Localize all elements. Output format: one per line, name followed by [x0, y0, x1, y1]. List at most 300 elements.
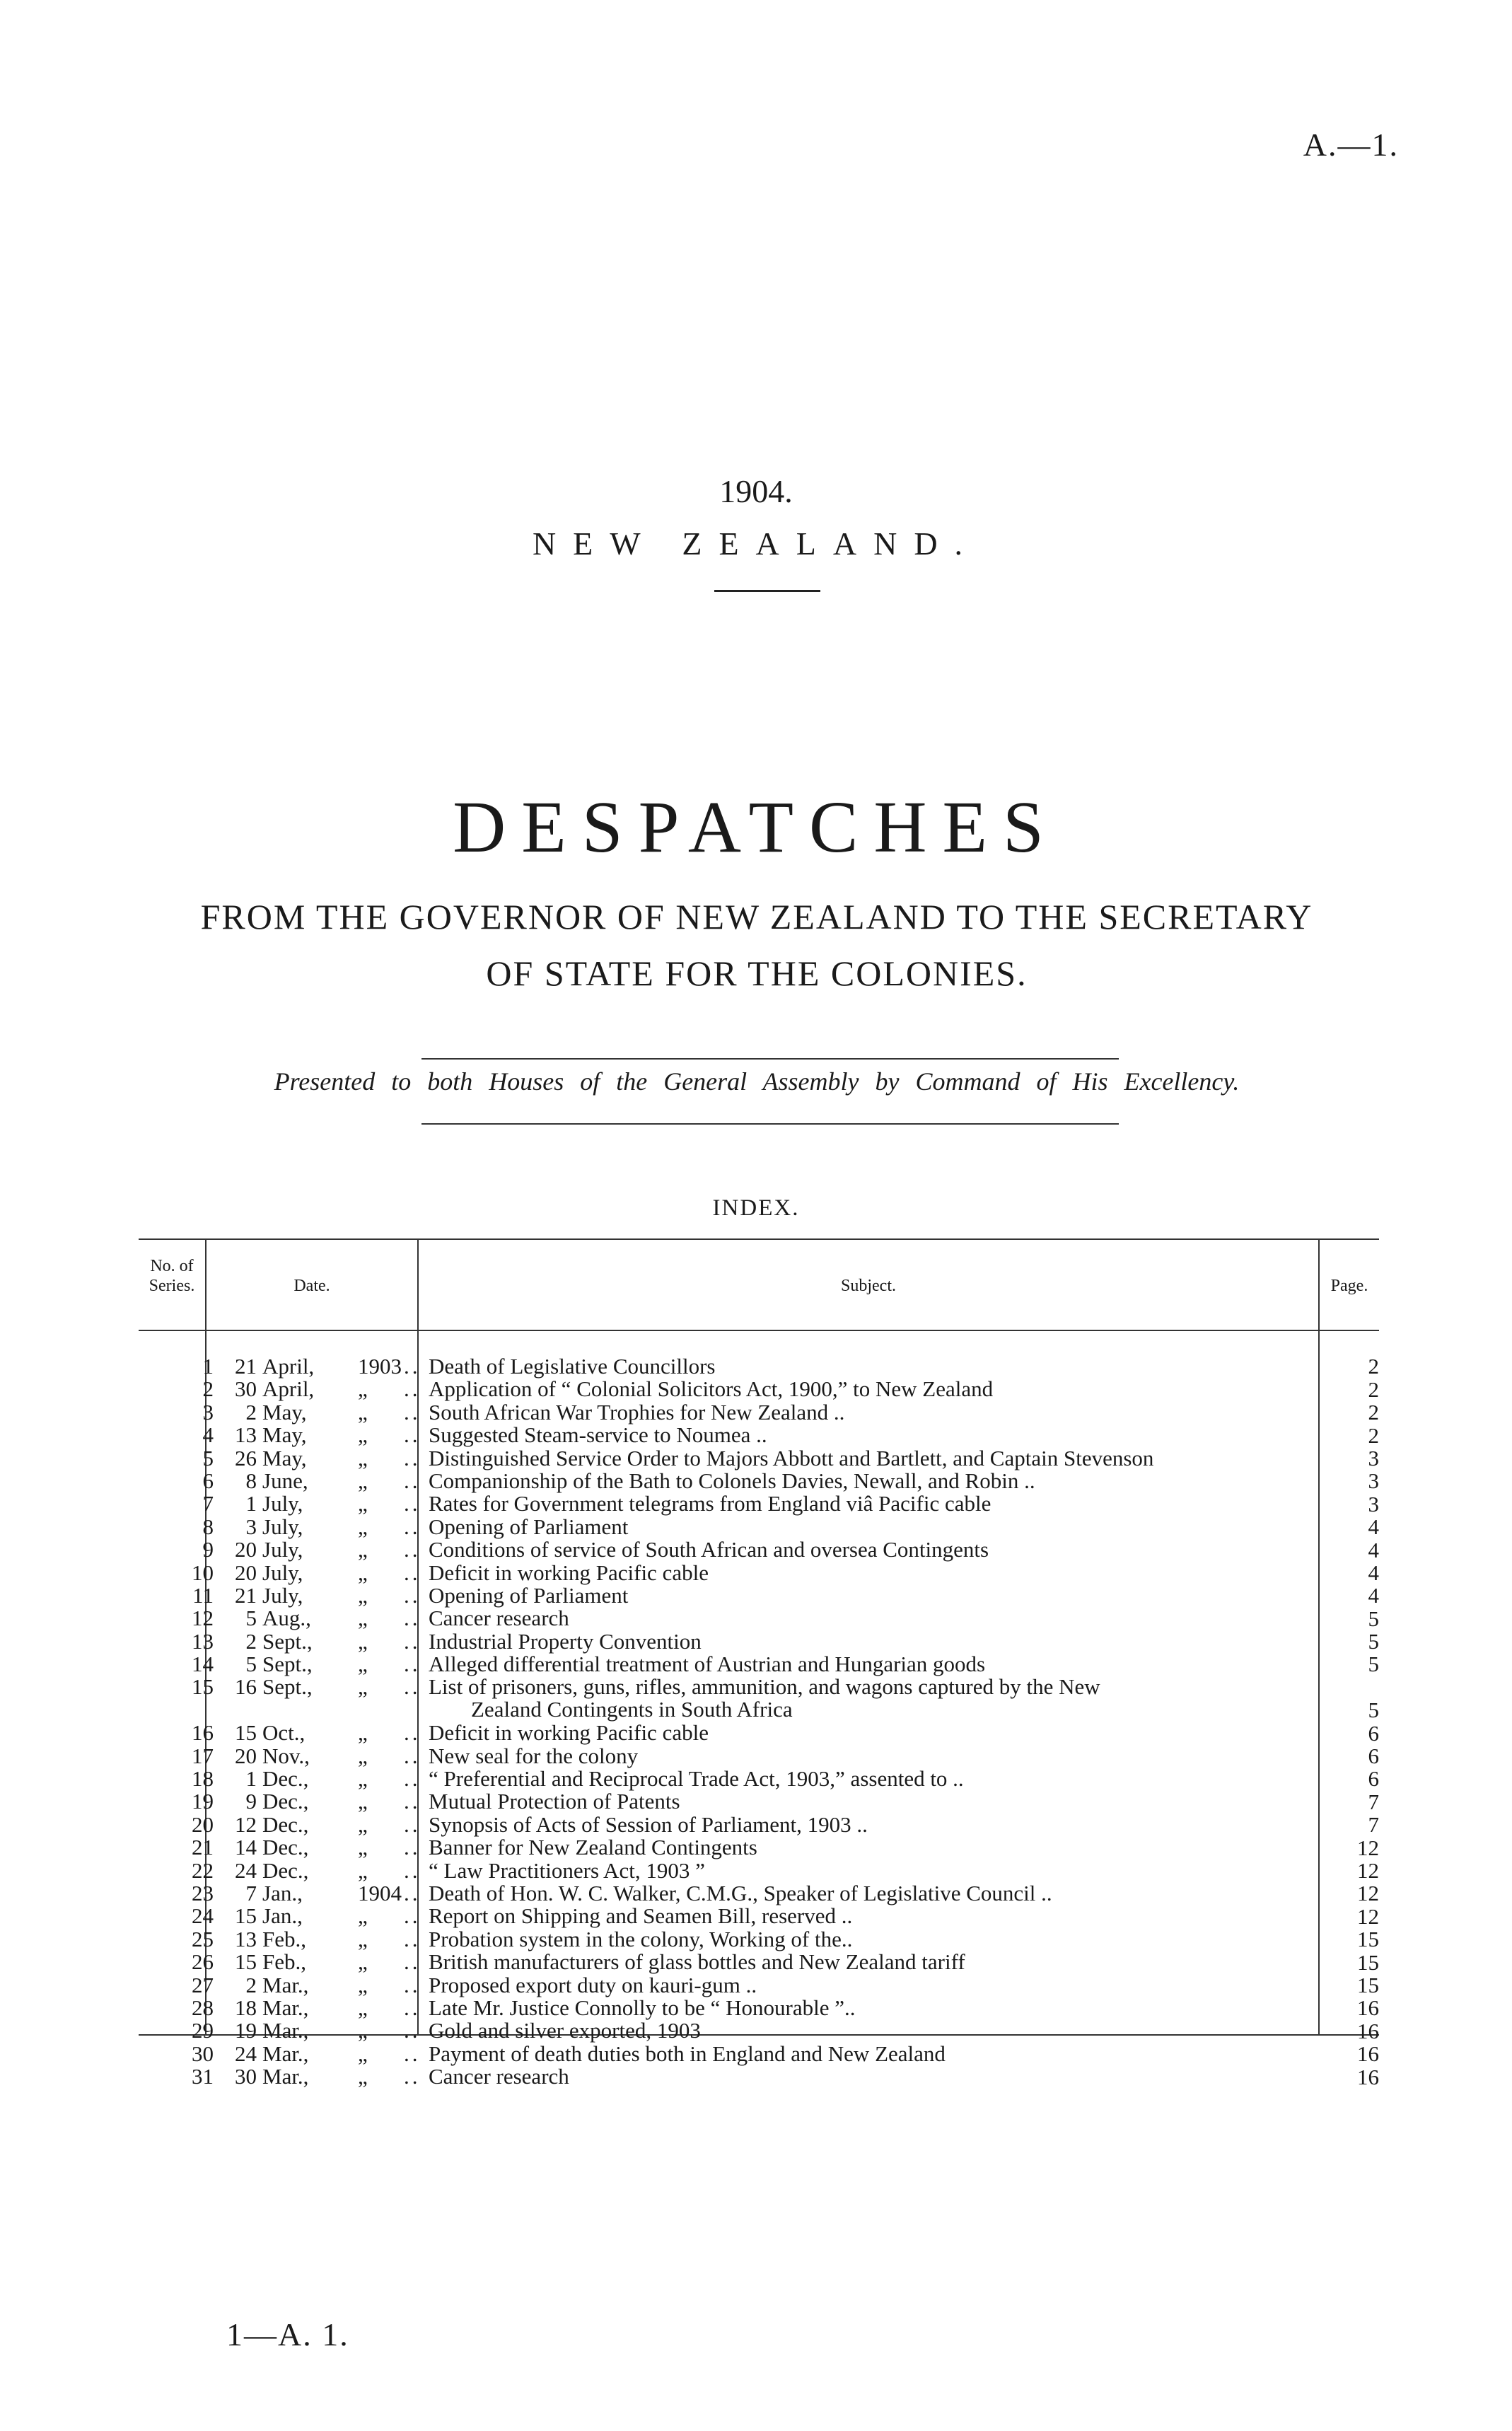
leader-dots: ..	[404, 2041, 421, 2066]
date-year: „	[358, 1995, 368, 2020]
despatch-subject	[429, 1928, 1436, 1951]
despatch-subject	[429, 1424, 1436, 1446]
leader-dots: ..	[404, 1926, 421, 1951]
series-number: 21	[192, 1835, 214, 1860]
page-number: 12	[1357, 1881, 1379, 1906]
leader-dots: ..	[404, 2018, 421, 2043]
presented-rule-top	[421, 1058, 1119, 1060]
title-divider	[714, 590, 820, 592]
date-month: July,	[262, 1537, 303, 1562]
subject-text: Death of Hon. W. C. Walker, C.M.G., Speaker of Legislative Council ..	[429, 1881, 1052, 1905]
date-year: „	[358, 1903, 368, 1929]
table-row	[139, 2065, 1379, 2088]
date-month: April,	[262, 1354, 315, 1379]
series-number: 24	[192, 1903, 214, 1929]
date-day: 13	[235, 1422, 257, 1448]
table-row	[139, 1974, 1379, 1997]
page-number: 5	[1368, 1698, 1379, 1723]
page-number: 7	[1368, 1812, 1379, 1838]
date-day: 15	[235, 1949, 257, 1975]
table-row	[139, 1790, 1379, 1813]
date-year: „	[358, 1811, 368, 1837]
page-number: 5	[1368, 1629, 1379, 1654]
leader-dots: ..	[404, 1972, 421, 1997]
date-day: 12	[235, 1811, 257, 1837]
country-heading: NEW ZEALAND.	[532, 526, 980, 562]
leader-dots: ..	[404, 1811, 421, 1837]
series-number: 2	[202, 1376, 214, 1402]
date-day: 24	[235, 2041, 257, 2066]
date-month: Mar.,	[262, 2064, 309, 2089]
page-number: 2	[1368, 1422, 1379, 1448]
table-row	[139, 1401, 1379, 1424]
subject-text: Opening of Parliament	[429, 1582, 629, 1608]
despatch-subject	[429, 1607, 1436, 1630]
date-day: 20	[235, 1743, 257, 1768]
page-number: 5	[1368, 1652, 1379, 1677]
subject-text: Alleged differential treatment of Austrian and Hungarian goods	[429, 1652, 986, 1677]
date-month: Jan.,	[262, 1881, 303, 1905]
despatch-subject	[429, 1378, 1436, 1400]
page-number: 12	[1357, 1903, 1379, 1929]
series-number: 25	[192, 1926, 214, 1951]
table-row	[139, 1836, 1379, 1859]
subject-text: New seal for the colony	[429, 1743, 639, 1768]
subject-text-continued: Zealand Contingents in South Africa	[471, 1697, 793, 1722]
date-day: 30	[235, 1376, 257, 1402]
page-number: 12	[1357, 1858, 1379, 1883]
subject-text: Banner for New Zealand Contingents	[429, 1835, 757, 1860]
date-day: 9	[245, 1789, 257, 1814]
despatch-subject	[429, 1470, 1436, 1492]
date-month: July,	[262, 1582, 303, 1608]
despatch-subject	[429, 1676, 1436, 1721]
date-year: „	[358, 1445, 368, 1470]
table-row	[139, 1516, 1379, 1538]
leader-dots: ..	[404, 1674, 421, 1700]
page-number: 2	[1368, 1400, 1379, 1425]
series-number: 4	[202, 1422, 214, 1448]
leader-dots: ..	[404, 1537, 421, 1562]
despatch-subject	[429, 2065, 1436, 2088]
subject-text: Death of Legislative Councillors	[429, 1354, 716, 1379]
date-month: May,	[262, 1399, 307, 1425]
subtitle-line-1: FROM THE GOVERNOR OF NEW ZEALAND TO THE SECRETARY	[200, 897, 1313, 936]
subject-text: Deficit in working Pacific cable	[429, 1720, 709, 1746]
date-month: May,	[262, 1445, 307, 1470]
series-number: 14	[192, 1652, 214, 1677]
date-year: „	[358, 1399, 368, 1425]
page-number: 2	[1368, 1354, 1379, 1379]
index-title: INDEX.	[712, 1195, 800, 1221]
page-number: 16	[1357, 2064, 1379, 2089]
date-day: 13	[235, 1926, 257, 1951]
despatch-subject	[429, 1974, 1436, 1997]
date-year: „	[358, 1835, 368, 1860]
table-row	[139, 1378, 1379, 1400]
date-day: 24	[235, 1857, 257, 1883]
date-year: „	[358, 1789, 368, 1814]
date-day: 21	[235, 1582, 257, 1608]
column-header-page: Page.	[1330, 1277, 1368, 1295]
despatch-subject	[429, 2019, 1436, 2042]
date-year: „	[358, 1972, 368, 1997]
date-month: Jan.,	[262, 1903, 303, 1929]
series-number: 1	[202, 1354, 214, 1379]
date-day: 15	[235, 1720, 257, 1746]
date-day: 20	[235, 1560, 257, 1585]
date-month: July,	[262, 1514, 303, 1539]
subject-text: Probation system in the colony, Working of the..	[429, 1926, 853, 1951]
date-year: „	[358, 1628, 368, 1654]
date-year: „	[358, 1560, 368, 1585]
date-month: Dec.,	[262, 1835, 309, 1860]
date-month: Mar.,	[262, 2041, 309, 2066]
column-header-date: Date.	[293, 1277, 330, 1295]
leader-dots: ..	[404, 1628, 421, 1654]
index-table-body	[139, 1355, 1379, 2089]
column-header-subject: Subject.	[841, 1277, 896, 1295]
series-number: 26	[192, 1949, 214, 1975]
date-day: 8	[245, 1468, 257, 1493]
despatch-subject	[429, 1355, 1436, 1378]
date-year: „	[358, 1606, 368, 1631]
subject-text: Late Mr. Justice Connolly to be “ Honourable ”..	[429, 1995, 856, 2020]
leader-dots: ..	[404, 1376, 421, 1402]
date-year: „	[358, 1857, 368, 1883]
table-row	[139, 1447, 1379, 1470]
table-row	[139, 1676, 1379, 1722]
table-row	[139, 1470, 1379, 1492]
leader-dots: ..	[404, 1491, 421, 1516]
page-number: 6	[1368, 1766, 1379, 1792]
series-number: 22	[192, 1857, 214, 1883]
despatch-subject	[429, 1584, 1436, 1607]
series-number: 20	[192, 1811, 214, 1837]
date-year: „	[358, 2018, 368, 2043]
page-number: 5	[1368, 1606, 1379, 1631]
despatch-subject	[429, 1492, 1436, 1515]
subject-text: Rates for Government telegrams from England viâ Pacific cable	[429, 1491, 991, 1516]
index-table-top-border	[139, 1238, 1379, 1240]
series-number: 12	[192, 1606, 214, 1631]
publication-year: 1904.	[719, 473, 793, 509]
table-row	[139, 1811, 1379, 1838]
date-month: Dec.,	[262, 1789, 309, 1814]
page-number: 4	[1368, 1560, 1379, 1585]
leader-dots: ..	[404, 2064, 421, 2089]
index-table-header-border	[139, 1330, 1379, 1331]
date-day: 2	[245, 1628, 257, 1654]
page-number: 6	[1368, 1744, 1379, 1769]
table-row	[139, 1584, 1379, 1607]
document-subtitle	[134, 888, 1379, 1002]
subject-text: Opening of Parliament	[429, 1514, 629, 1539]
leader-dots: ..	[404, 1399, 421, 1425]
table-row	[139, 1997, 1379, 2019]
date-day: 26	[235, 1445, 257, 1470]
date-year: „	[358, 1376, 368, 1402]
presented-rule-bottom	[421, 1123, 1119, 1125]
subject-text: Application of “ Colonial Solicitors Act, 1900,” to New Zealand	[429, 1376, 994, 1402]
despatch-subject	[429, 1790, 1436, 1813]
subject-text: Proposed export duty on kauri-gum ..	[429, 1972, 757, 1997]
subject-text: Suggested Steam-service to Noumea ..	[429, 1422, 767, 1448]
despatch-subject	[429, 1516, 1436, 1538]
page-number: 6	[1368, 1720, 1379, 1746]
date-year: „	[358, 1582, 368, 1608]
date-month: Mar.,	[262, 1995, 309, 2020]
date-day: 3	[245, 1514, 257, 1539]
date-year: „	[358, 2041, 368, 2066]
table-row	[139, 1928, 1379, 1951]
series-number: 3	[202, 1399, 214, 1425]
despatch-subject	[429, 1745, 1436, 1768]
date-month: Oct.,	[262, 1720, 306, 1746]
date-year: „	[358, 1652, 368, 1677]
table-row	[139, 1722, 1379, 1744]
table-row	[139, 2019, 1379, 2042]
sheet-reference: 1—A. 1.	[226, 2316, 349, 2352]
despatch-subject	[429, 1562, 1436, 1584]
document-title: DESPATCHES	[453, 787, 1059, 868]
subject-text: British manufacturers of glass bottles and New Zealand tariff	[429, 1949, 965, 1975]
date-year: „	[358, 1949, 368, 1975]
leader-dots: ..	[404, 1720, 421, 1746]
series-number: 6	[202, 1468, 214, 1493]
date-month: Nov.,	[262, 1743, 310, 1768]
series-number: 11	[192, 1582, 214, 1608]
despatch-subject	[429, 1401, 1436, 1424]
series-number: 30	[192, 2041, 214, 2066]
subject-text: “ Law Practitioners Act, 1903 ”	[429, 1857, 705, 1883]
series-number: 15	[192, 1674, 214, 1700]
table-row	[139, 1951, 1379, 1973]
date-day: 16	[235, 1674, 257, 1700]
series-number: 13	[192, 1628, 214, 1654]
despatch-subject	[429, 1653, 1436, 1676]
table-row	[139, 1538, 1379, 1561]
date-day: 5	[245, 1652, 257, 1677]
subject-text: Gold and silver exported, 1903	[429, 2018, 701, 2043]
despatch-subject	[429, 1997, 1436, 2019]
date-year: „	[358, 1514, 368, 1539]
table-row	[139, 1630, 1379, 1653]
series-number: 17	[192, 1743, 214, 1768]
subject-text: Conditions of service of South African and oversea Contingents	[429, 1537, 989, 1562]
table-row	[139, 1562, 1379, 1584]
leader-dots: ..	[404, 1857, 421, 1883]
date-month: Feb.,	[262, 1926, 306, 1951]
despatch-subject	[429, 1538, 1436, 1561]
page-number: 15	[1357, 1949, 1379, 1975]
date-month: July,	[262, 1491, 303, 1516]
date-year: „	[358, 1674, 368, 1700]
date-year: „	[358, 1537, 368, 1562]
leader-dots: ..	[404, 1652, 421, 1677]
leader-dots: ..	[404, 1422, 421, 1448]
date-day: 30	[235, 2064, 257, 2089]
leader-dots: ..	[404, 1560, 421, 1585]
date-year: 1903	[358, 1354, 402, 1379]
table-row	[139, 1355, 1379, 1378]
leader-dots: ..	[404, 1881, 421, 1905]
subject-text: Payment of death duties both in England and New Zealand	[429, 2041, 946, 2066]
date-year: 1904	[358, 1881, 402, 1905]
series-number: 19	[192, 1789, 214, 1814]
subject-text: Report on Shipping and Seamen Bill, reserved ..	[429, 1903, 853, 1929]
date-month: May,	[262, 1422, 307, 1448]
series-number: 7	[202, 1491, 214, 1516]
series-number: 31	[192, 2064, 214, 2089]
table-row	[139, 1905, 1379, 1927]
subject-text: Cancer research	[429, 2064, 569, 2089]
date-month: Feb.,	[262, 1949, 306, 1975]
date-month: Mar.,	[262, 1972, 309, 1997]
leader-dots: ..	[404, 1468, 421, 1493]
document-reference: A.—1.	[1303, 127, 1399, 163]
subject-text: Companionship of the Bath to Colonels Davies, Newall, and Robin ..	[429, 1468, 1035, 1493]
table-row	[139, 1424, 1379, 1446]
subject-text: Industrial Property Convention	[429, 1628, 702, 1654]
series-number: 27	[192, 1972, 214, 1997]
date-day: 14	[235, 1835, 257, 1860]
series-number: 8	[202, 1514, 214, 1539]
leader-dots: ..	[404, 1445, 421, 1470]
date-month: July,	[262, 1560, 303, 1585]
subject-text: Mutual Protection of Patents	[429, 1789, 680, 1814]
despatch-subject	[429, 1768, 1436, 1790]
subject-text: List of prisoners, guns, rifles, ammunition, and wagons captured by the New	[429, 1674, 1100, 1700]
despatch-subject	[429, 2043, 1436, 2065]
series-number: 10	[192, 1560, 214, 1585]
subject-text: Distinguished Service Order to Majors Abbott and Bartlett, and Captain Stevenson	[429, 1445, 1154, 1470]
table-row	[139, 1607, 1379, 1630]
page-number: 16	[1357, 2018, 1379, 2043]
series-number: 28	[192, 1995, 214, 2020]
date-month: Aug.,	[262, 1606, 311, 1631]
despatch-subject	[429, 1630, 1436, 1653]
page-number: 12	[1357, 1835, 1379, 1860]
subject-text: Synopsis of Acts of Session of Parliament, 1903 ..	[429, 1811, 868, 1837]
leader-dots: ..	[404, 1835, 421, 1860]
page-number: 3	[1368, 1445, 1379, 1470]
subject-text: Cancer research	[429, 1606, 569, 1631]
date-day: 20	[235, 1537, 257, 1562]
date-day: 5	[245, 1606, 257, 1631]
page-number: 2	[1368, 1376, 1379, 1402]
date-month: Dec.,	[262, 1766, 309, 1792]
date-month: Dec.,	[262, 1811, 309, 1837]
despatch-subject	[429, 1859, 1436, 1882]
date-month: Dec.,	[262, 1857, 309, 1883]
leader-dots: ..	[404, 1743, 421, 1768]
despatch-subject	[429, 1836, 1436, 1859]
date-day: 1	[245, 1766, 257, 1792]
date-month: Mar.,	[262, 2018, 309, 2043]
leader-dots: ..	[404, 1606, 421, 1631]
page-number: 7	[1368, 1789, 1379, 1814]
page-number: 3	[1368, 1468, 1379, 1494]
despatch-subject	[429, 1882, 1436, 1905]
subject-text: “ Preferential and Reciprocal Trade Act, 1903,” assented to ..	[429, 1766, 964, 1792]
series-number: 16	[192, 1720, 214, 1746]
table-row	[139, 1492, 1379, 1515]
date-month: Sept.,	[262, 1628, 313, 1654]
date-month: Sept.,	[262, 1674, 313, 1700]
date-year: „	[358, 1468, 368, 1493]
column-header-no: No. of Series.	[149, 1257, 195, 1295]
date-year: „	[358, 1720, 368, 1746]
date-year: „	[358, 1491, 368, 1516]
date-year: „	[358, 1422, 368, 1448]
date-day: 21	[235, 1354, 257, 1379]
date-year: „	[358, 1766, 368, 1792]
despatch-subject	[429, 1905, 1436, 1927]
page-number: 15	[1357, 1927, 1379, 1952]
subject-text: Deficit in working Pacific cable	[429, 1560, 709, 1585]
leader-dots: ..	[404, 1949, 421, 1975]
series-number: 9	[202, 1537, 214, 1562]
table-row	[139, 1745, 1379, 1768]
leader-dots: ..	[404, 1789, 421, 1814]
series-number: 23	[192, 1881, 214, 1905]
table-row	[139, 1882, 1379, 1905]
date-day: 18	[235, 1995, 257, 2020]
date-day: 2	[245, 1399, 257, 1425]
subtitle-line-2: OF STATE FOR THE COLONIES.	[486, 953, 1028, 993]
date-year: „	[358, 2064, 368, 2089]
page-number: 4	[1368, 1583, 1379, 1608]
date-month: June,	[262, 1468, 308, 1493]
table-row	[139, 1768, 1379, 1790]
date-day: 19	[235, 2018, 257, 2043]
series-number: 18	[192, 1766, 214, 1792]
date-day: 1	[245, 1491, 257, 1516]
date-day: 7	[245, 1881, 257, 1905]
date-year: „	[358, 1926, 368, 1951]
date-year: „	[358, 1743, 368, 1768]
despatch-subject	[429, 1447, 1436, 1470]
page-number: 16	[1357, 1995, 1379, 2021]
date-month: Sept.,	[262, 1652, 313, 1677]
date-month: April,	[262, 1376, 315, 1402]
leader-dots: ..	[404, 1903, 421, 1929]
table-row	[139, 1859, 1379, 1882]
leader-dots: ..	[404, 1354, 421, 1379]
leader-dots: ..	[404, 1514, 421, 1539]
presented-statement: Presented to both Houses of the General Assembly by Command of His Excellency.	[274, 1067, 1240, 1096]
leader-dots: ..	[404, 1766, 421, 1792]
despatch-subject	[429, 1722, 1436, 1744]
date-day: 2	[245, 1972, 257, 1997]
series-number: 29	[192, 2018, 214, 2043]
page-number: 4	[1368, 1514, 1379, 1540]
page-number: 16	[1357, 2041, 1379, 2067]
leader-dots: ..	[404, 1995, 421, 2020]
date-day: 15	[235, 1903, 257, 1929]
despatch-subject	[429, 1951, 1436, 1973]
series-number: 5	[202, 1445, 214, 1470]
page-number: 15	[1357, 1972, 1379, 1997]
subject-text: South African War Trophies for New Zealand ..	[429, 1399, 845, 1425]
despatch-subject	[429, 1811, 1436, 1837]
page-number: 3	[1368, 1491, 1379, 1516]
leader-dots: ..	[404, 1582, 421, 1608]
table-row	[139, 2043, 1379, 2065]
page-number: 4	[1368, 1537, 1379, 1562]
table-row	[139, 1653, 1379, 1676]
